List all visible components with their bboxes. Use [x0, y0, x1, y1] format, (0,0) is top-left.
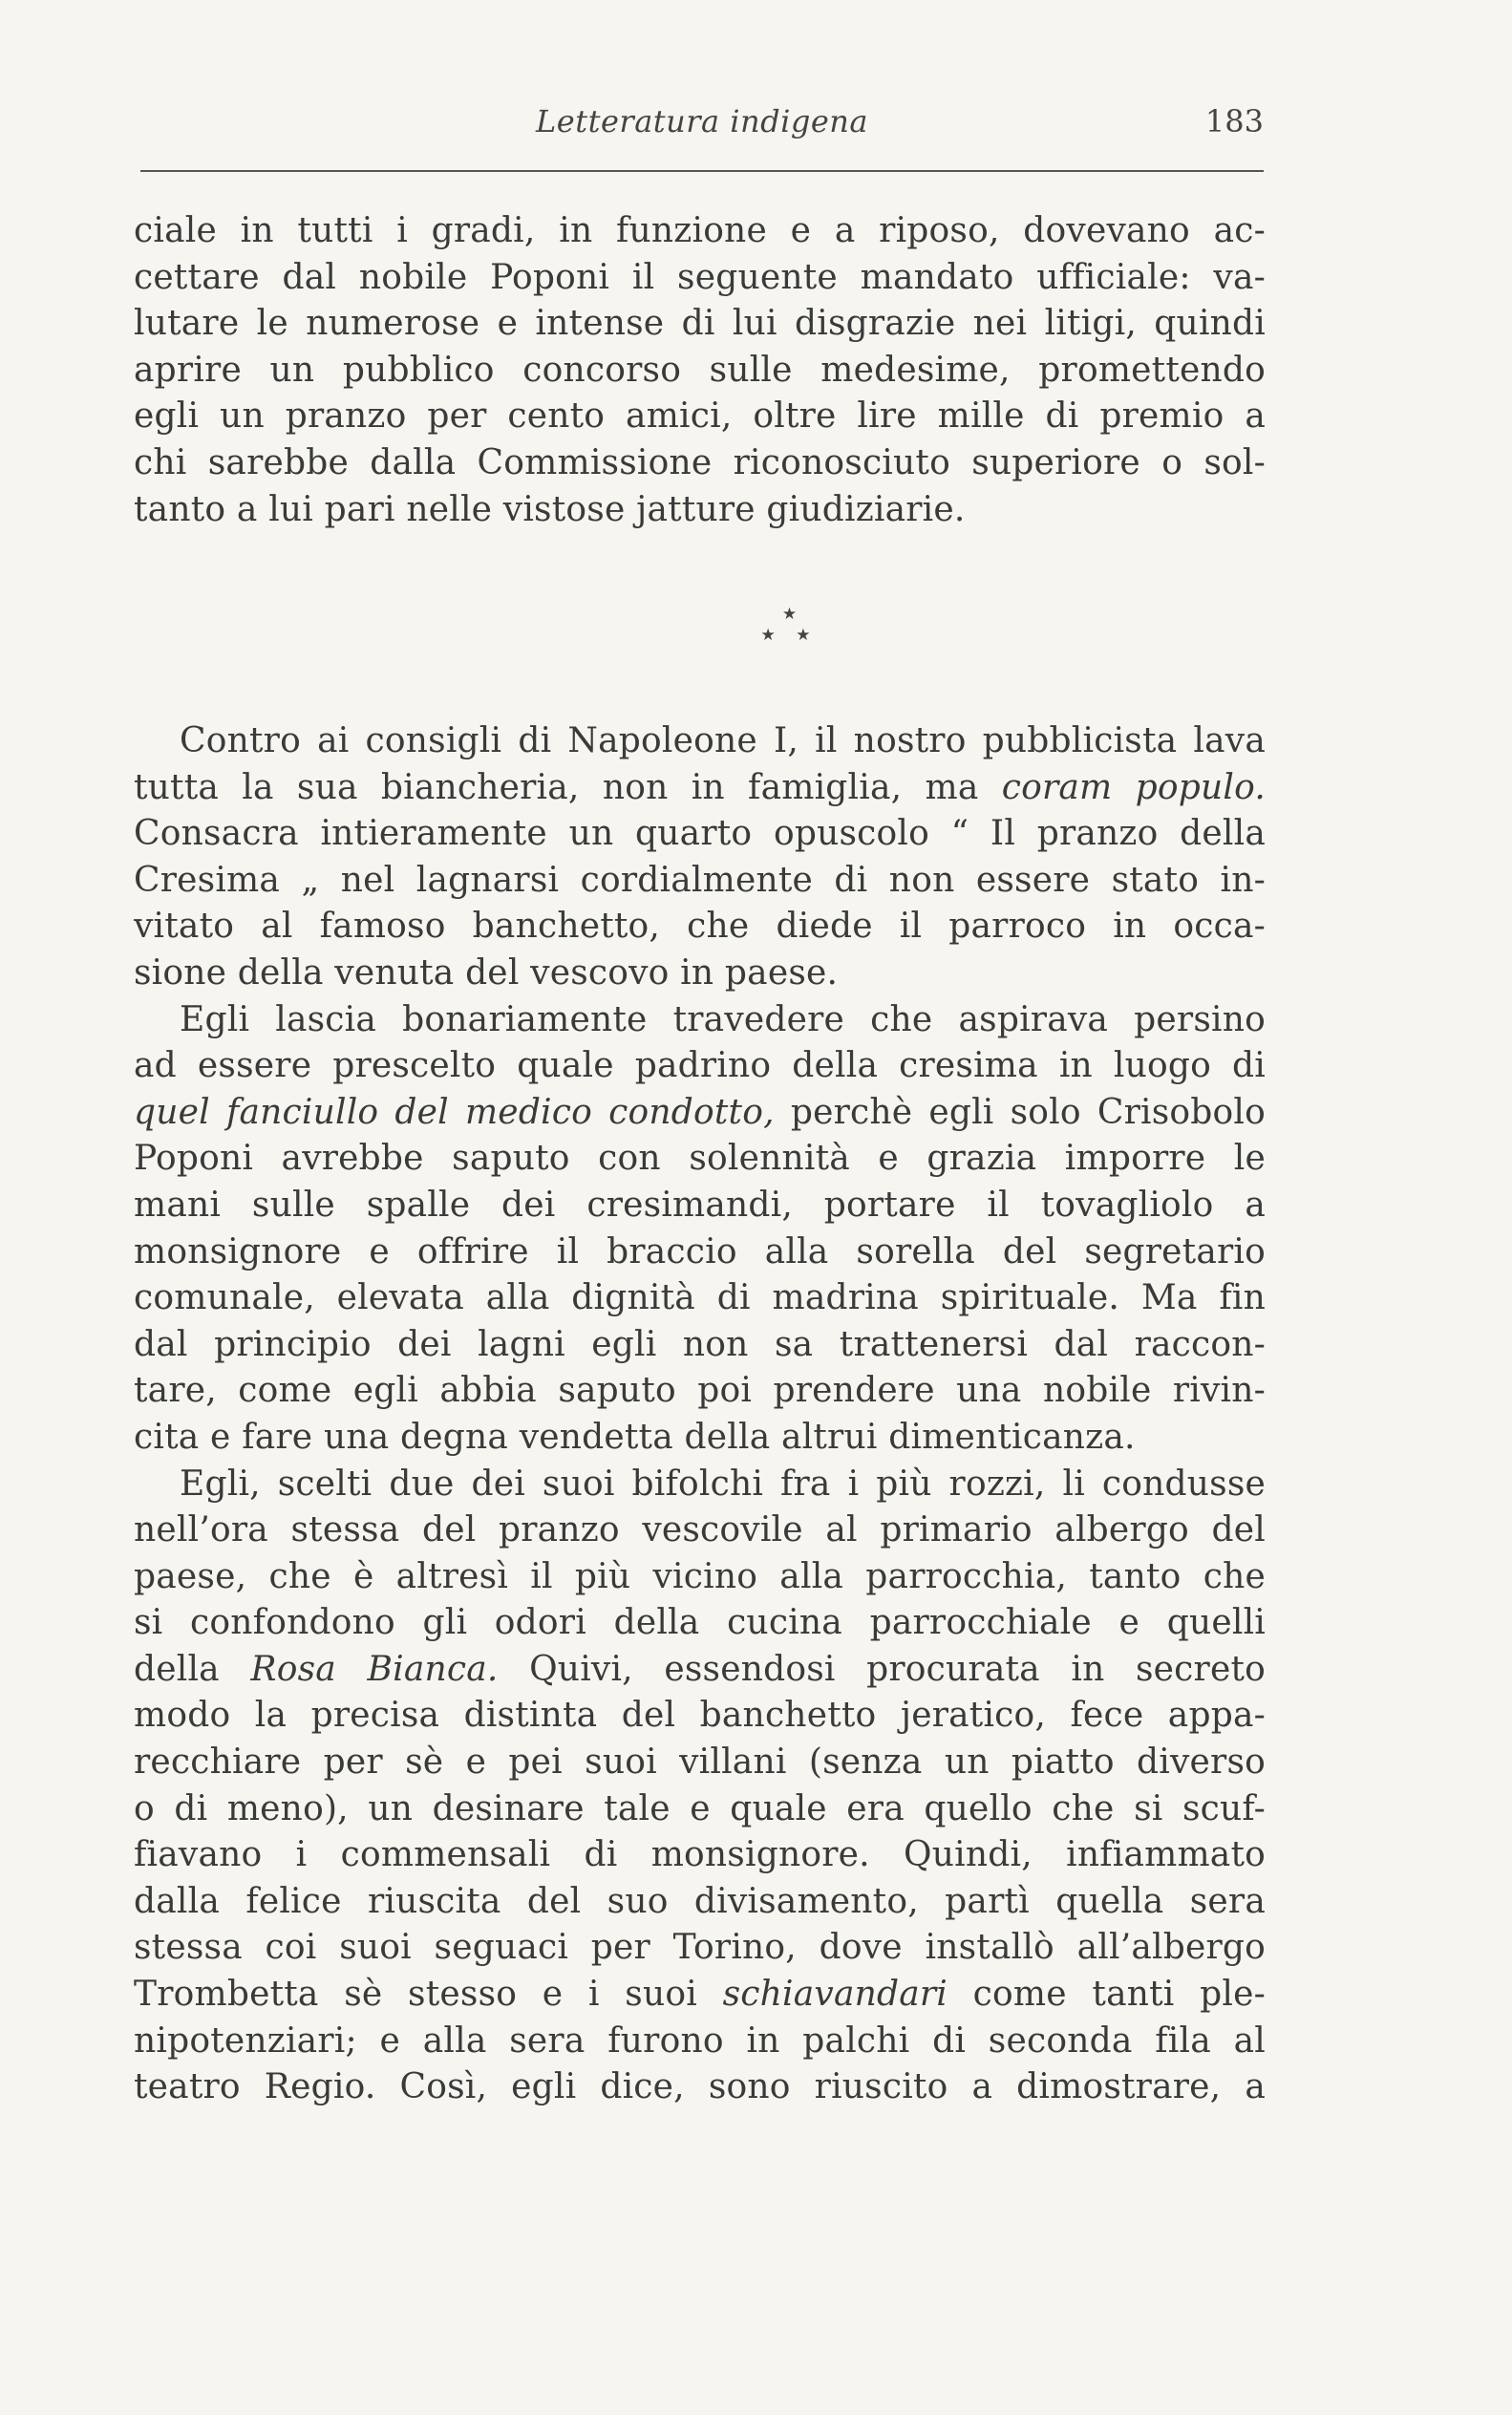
text-line: modo la precisa distinta del banchetto jeratico, fece appa- [134, 1696, 1266, 1736]
text-line: Egli, scelti due dei suoi bifolchi fra i più rozzi, li condusse [180, 1464, 1266, 1504]
italic-phrase: coram populo. [1001, 767, 1266, 807]
text-run: perchè egli solo Crisobolo [774, 1092, 1266, 1132]
text-line: dal principio dei lagni egli non sa trattenersi dal raccon- [134, 1324, 1266, 1364]
text-line: tanto a lui pari nelle vistose jatture giudiziarie. [134, 489, 966, 529]
text-line: egli un pranzo per cento amici, oltre lire mille di premio a [134, 396, 1266, 437]
text-line: dalla felice riuscita del suo divisamento, partì quella sera [134, 1881, 1266, 1921]
text-line: aprire un pubblico concorso sulle medesime, promettendo [134, 350, 1266, 390]
text-line: recchiare per sè e pei suoi villani (senza un piatto diverso [134, 1742, 1266, 1783]
text-line [134, 1647, 1266, 1694]
header-rule [140, 170, 1264, 172]
text-line: Egli lascia bonariamente travedere che aspirava persino [180, 999, 1266, 1039]
text-line: mani sulle spalle dei cresimandi, portare il tovagliolo a [134, 1185, 1266, 1225]
page-header [140, 96, 1264, 153]
text-run: Quivi, essendosi procurata in secreto [498, 1649, 1266, 1689]
page-number: 183 [1204, 103, 1264, 139]
text-line: Consacra intieramente un quarto opuscolo “ Il pranzo della [134, 814, 1266, 854]
italic-phrase: schiavandari [722, 1975, 948, 2015]
italic-phrase: quel fanciullo del medico condotto, [134, 1092, 775, 1132]
text-line: Cresima „ nel lagnarsi cordialmente di non essere stato in- [134, 860, 1266, 900]
text-line: chi sarebbe dalla Commissione riconosciuto superiore o sol- [134, 442, 1266, 482]
text-run: della [134, 1649, 251, 1689]
text-line: nell’ora stessa del pranzo vescovile al primario albergo del [134, 1510, 1266, 1550]
text-line: paese, che è altresì il più vicino alla parrocchia, tanto che [134, 1556, 1266, 1596]
text-line: o di meno), un desinare tale e quale era quello che si scuf- [134, 1788, 1266, 1828]
section-break-asterism [0, 604, 1512, 652]
text-line [134, 1090, 1266, 1137]
running-title: Letteratura indigena [536, 103, 868, 139]
section-body [134, 718, 1266, 2111]
text-line: nipotenziari; e alla sera furono in palchi di seconda fila al [134, 2020, 1266, 2061]
text-line: lutare le numerose e intense di lui disgrazie nei litigi, quindi [134, 304, 1266, 344]
italic-phrase: Rosa Bianca. [250, 1649, 499, 1689]
text-line: stessa coi suoi seguaci per Torino, dove installò all’albergo [134, 1928, 1266, 1968]
text-line: ciale in tutti i gradi, in funzione e a riposo, dovevano ac- [134, 211, 1266, 250]
asterism-top: ★ [781, 605, 798, 624]
text-line: vitato al famoso banchetto, che diede il parroco in occa- [134, 907, 1266, 947]
text-line [134, 765, 1266, 812]
text-line [134, 1972, 1266, 2019]
text-run: Trombetta sè stesso e i suoi [134, 1975, 723, 2015]
text-line: fiavano i commensali di monsignore. Quindi, infiammato [134, 1835, 1266, 1875]
text-line: si confondono gli odori della cucina parrocchiale e quelli [134, 1603, 1266, 1643]
text-line: monsignore e offrire il braccio alla sorella del segretario [134, 1231, 1266, 1272]
text-line: ad essere prescelto quale padrino della cresima in luogo di [134, 1046, 1266, 1086]
text-line: cita e fare una degna vendetta della altrui dimenticanza. [134, 1417, 1136, 1457]
text-run: tutta la sua biancheria, non in famiglia, ma [134, 767, 1002, 807]
text-line: sione della venuta del vescovo in paese. [134, 952, 839, 993]
text-line: cettare dal nobile Poponi il seguente mandato ufficiale: va- [134, 257, 1266, 297]
asterism-bottom: ★ ★ [760, 626, 819, 645]
text-line: teatro Regio. Così, egli dice, sono riuscito a dimostrare, a [134, 2067, 1266, 2107]
text-run: come tanti ple- [948, 1975, 1266, 2015]
text-line: Poponi avrebbe saputo con solennità e grazia imporre le [134, 1139, 1266, 1179]
text-line: tare, come egli abbia saputo poi prendere una nobile rivin- [134, 1371, 1266, 1411]
text-line: comunale, elevata alla dignità di madrina spirituale. Ma fin [134, 1278, 1266, 1318]
text-line: Contro ai consigli di Napoleone I, il nostro pubblicista lava [180, 721, 1266, 760]
paragraph-continued [134, 208, 1266, 533]
